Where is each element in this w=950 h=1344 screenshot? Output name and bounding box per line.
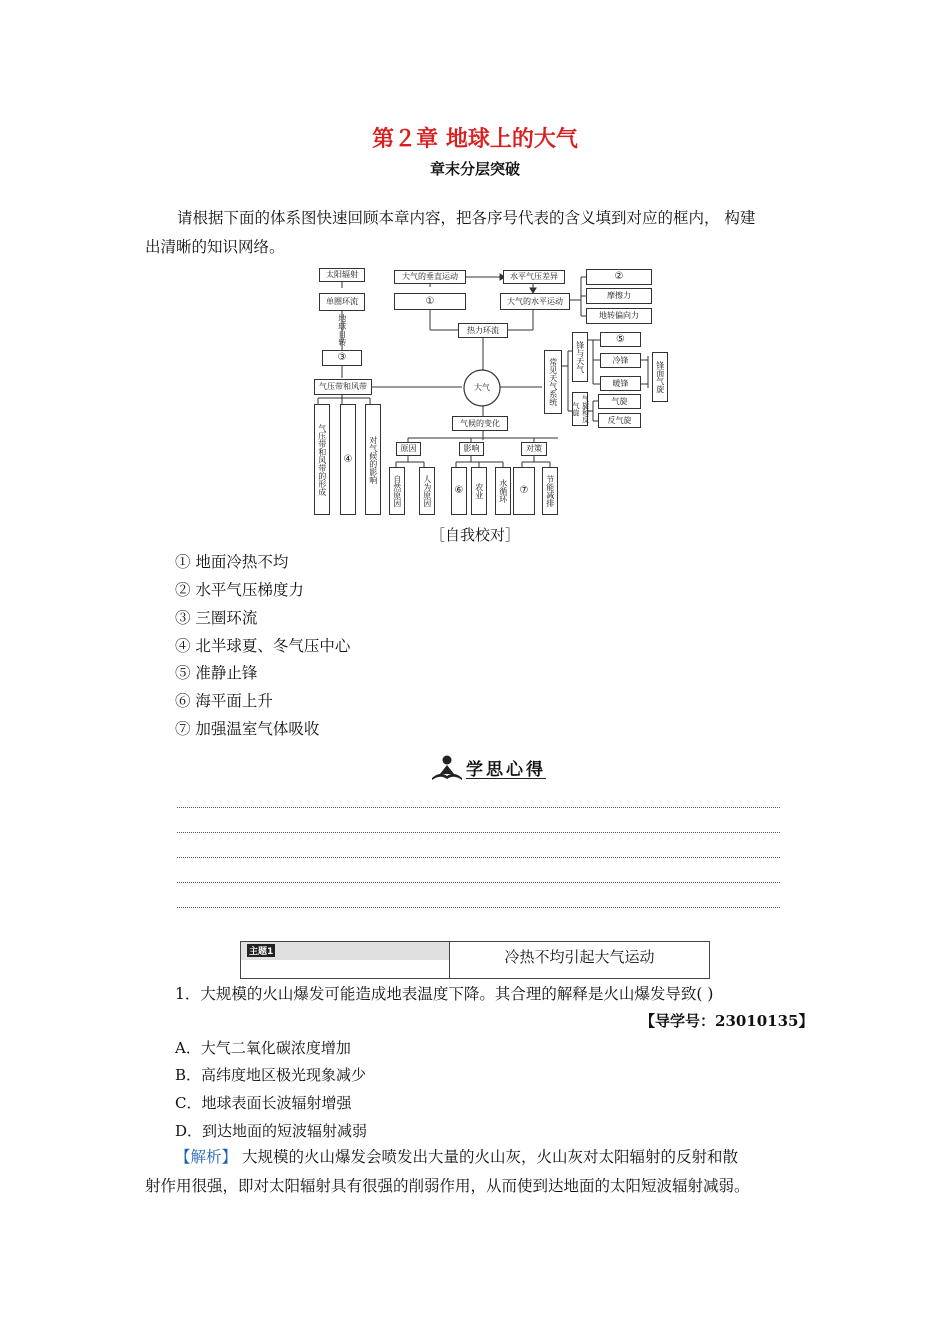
- box-water-cycle: 水循环: [495, 467, 511, 515]
- note-line-4: [177, 882, 780, 883]
- box-climate-effect: 对气候的影响: [365, 404, 381, 515]
- box-n2: ②: [586, 269, 652, 285]
- guide-number: 【导学号：23010135】: [640, 1012, 814, 1030]
- reflection-logo: [430, 752, 548, 782]
- reflection-underline: [466, 778, 546, 779]
- box-single-circulation: 单圈环流: [319, 293, 365, 311]
- label-atmosphere: 大气: [474, 383, 490, 393]
- topic-title: 冷热不均引起大气运动: [504, 948, 655, 966]
- box-impact: 影响: [459, 442, 484, 456]
- box-anticyclone: 反气旋: [598, 413, 641, 428]
- box-warm-front: 暖锋: [600, 376, 641, 391]
- note-line-5: [177, 907, 780, 908]
- analysis-label: 【解析】: [175, 1148, 238, 1166]
- box-belt-formation: 气压带和风带的形成: [314, 404, 330, 515]
- answer-item-4: ④ 北半球夏、冬气压中心: [175, 637, 351, 655]
- box-measures: 对策: [521, 442, 547, 456]
- analysis-line-1: [175, 1143, 815, 1172]
- note-line-2: [177, 832, 780, 833]
- answer-item-3: ③ 三圈环流: [175, 609, 258, 627]
- box-horizontal-diff: 水平气压差异: [503, 270, 565, 284]
- box-n4: ④: [340, 404, 356, 515]
- intro-line-2: 出清晰的知识网络。: [145, 238, 285, 256]
- box-human-cause: 人为原因: [419, 467, 435, 515]
- box-n7: ⑦: [513, 467, 535, 515]
- section-subtitle: 章末分层突破: [429, 160, 520, 178]
- box-cause: 原因: [396, 442, 421, 456]
- box-natural-cause: 自然原因: [389, 467, 405, 515]
- note-line-1: [177, 807, 780, 808]
- option-b[interactable]: B．高纬度地区极光现象减少: [175, 1066, 367, 1084]
- chapter-title: 第２章 地球上的大气: [372, 127, 578, 152]
- box-friction: 摩擦力: [586, 288, 652, 304]
- answer-item-5: ⑤ 准静止锋: [175, 664, 258, 682]
- option-c[interactable]: C．地球表面长波辐射增强: [175, 1094, 352, 1112]
- box-common-systems: 常见天气系统: [544, 350, 562, 414]
- box-sun-radiation: 太阳辐射: [319, 268, 365, 282]
- box-n5: ⑤: [600, 332, 641, 347]
- self-check-label: ［自我校对］: [429, 526, 520, 544]
- box-coriolis: 地转偏向力: [586, 308, 652, 324]
- question-stem: 1．大规模的火山爆发可能造成地表温度下降。其合理的解释是火山爆发导致( ): [175, 985, 714, 1003]
- box-n6: ⑥: [451, 467, 467, 515]
- intro-line-1: 请根据下面的体系图快速回顾本章内容，把各序号代表的含义填到对应的框内， 构建: [177, 209, 756, 227]
- reader-icon: [430, 754, 464, 780]
- analysis-line-2: 射作用很强，即对太阳辐射具有很强的削弱作用，从而使到达地面的太阳短波辐射减弱。: [145, 1177, 750, 1195]
- box-vertical-motion: 大气的垂直运动: [394, 270, 466, 284]
- answer-item-2: ② 水平气压梯度力: [175, 581, 304, 599]
- option-d[interactable]: D．到达地面的短波辐射减弱: [175, 1122, 368, 1140]
- knowledge-diagram: [310, 266, 670, 518]
- topic-tag: 主题1: [247, 944, 275, 957]
- box-cyclone-anticyclone: 气旋和反气旋: [572, 392, 588, 426]
- topic-banner: [240, 941, 710, 979]
- box-frontal-cyclone: 锋面气旋: [652, 352, 668, 402]
- box-front-weather: 锋与天气: [572, 332, 588, 382]
- reflection-title: 学思心得: [466, 760, 546, 780]
- analysis-text-1: 大规模的火山爆发会喷发出大量的火山灰，火山灰对太阳辐射的反射和散: [237, 1148, 738, 1166]
- box-n3: ③: [322, 350, 362, 366]
- option-a[interactable]: A．大气二氧化碳浓度增加: [175, 1039, 351, 1057]
- box-energy-saving: 节能减排: [542, 467, 558, 515]
- box-climate-change: 气候的变化: [452, 416, 508, 431]
- answer-item-6: ⑥ 海平面上升: [175, 692, 273, 710]
- box-agriculture: 农业: [471, 467, 487, 515]
- box-cyclone: 气旋: [598, 394, 641, 409]
- box-n1: ①: [394, 293, 466, 310]
- box-horizontal-motion: 大气的水平运动: [500, 293, 570, 310]
- box-pressure-wind-belts: 气压带和风带: [314, 379, 372, 395]
- box-cold-front: 冷锋: [600, 353, 641, 368]
- box-thermal-circulation: 热力环流: [458, 323, 508, 338]
- answer-item-1: ① 地面冷热不均: [175, 553, 289, 571]
- answer-item-7: ⑦ 加强温室气体吸收: [175, 720, 320, 738]
- note-line-3: [177, 857, 780, 858]
- label-earth-rotation: 地球自转: [337, 314, 347, 346]
